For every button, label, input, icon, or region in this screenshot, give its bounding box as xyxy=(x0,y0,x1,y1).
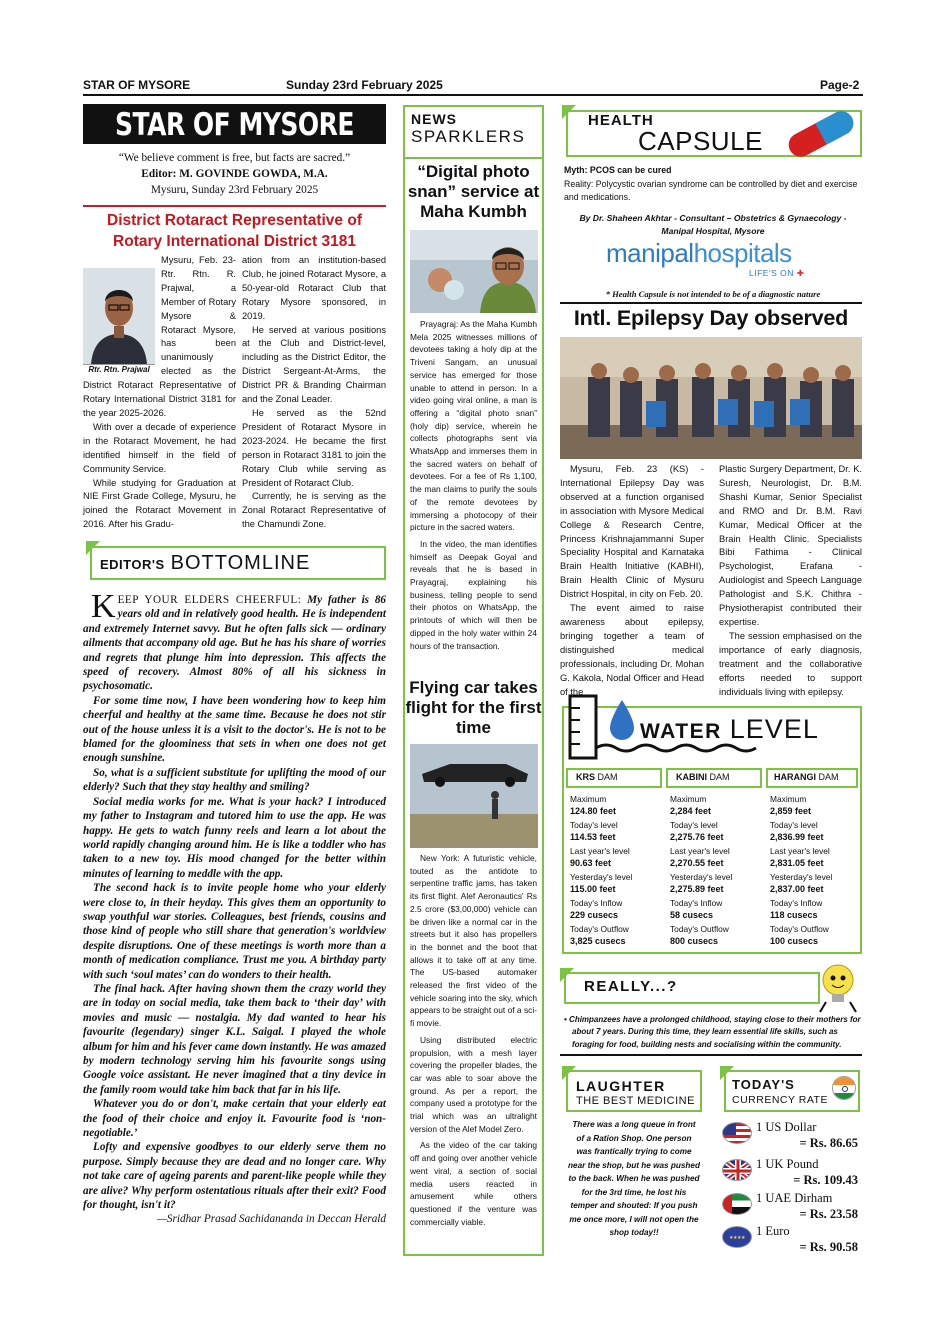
manipal-tagline xyxy=(749,268,804,279)
bullet-icon: • xyxy=(564,1015,567,1024)
editorial-body xyxy=(83,588,386,1227)
currency-rate-label: CURRENCY RATE xyxy=(732,1094,828,1106)
editorial-paragraph: Whatever you do or don't, make certain that your elderly eat the food of their choice and enjoy it. Favourite food is ‘non-negotiable.’ xyxy=(83,1098,386,1140)
kumbh-body xyxy=(410,318,537,652)
dam-row-value: 2,284 feet xyxy=(670,805,712,816)
editorial-lead: EEP YOUR ELDERS CHEERFUL: xyxy=(117,594,302,606)
dam-row-value: 800 cusecs xyxy=(670,935,719,946)
dam-row-value: 58 cusecs xyxy=(670,909,714,920)
dam-suffix: DAM xyxy=(597,772,618,782)
news-label: NEWS xyxy=(411,111,457,127)
bottomline-label: BOTTOMLINE xyxy=(170,552,311,574)
flying-car-photo xyxy=(410,744,538,848)
dam-row-label: Yesterday's level xyxy=(570,872,633,882)
dam-name: KABINI xyxy=(676,772,707,782)
rotaract-paragraph: Currently, he is serving as the Zonal Rotaract Representative of the Chamundi Zone. xyxy=(242,491,386,530)
flying-car-headline: Flying car takes flight for the first time xyxy=(405,678,542,737)
currency-row xyxy=(720,1157,862,1193)
health-label: HEALTH xyxy=(588,112,654,129)
page-number: Page-2 xyxy=(820,78,860,92)
dam-row-label: Yesterday's level xyxy=(770,872,833,882)
dam-row-value: 118 cusecs xyxy=(770,909,818,920)
manipal-brand-2: hospitals xyxy=(693,238,792,268)
health-rule xyxy=(560,302,862,304)
dam-row-value: 2,275.76 feet xyxy=(670,831,724,842)
dam-row-value: 124.80 feet xyxy=(570,805,617,816)
masthead-banner xyxy=(83,104,386,144)
news-header-rule xyxy=(405,157,542,159)
dam-krs-tab xyxy=(566,768,662,788)
health-reality: Reality: Polycystic ovarian syndrome can be controlled by diet and exercise and medications. xyxy=(564,178,858,202)
best-medicine-label: THE BEST MEDICINE xyxy=(576,1095,695,1107)
epilepsy-paragraph: The session emphasised on the importance of early diagnosis, treatment and the collaborative efforts needed to support individuals living with epilepsy. xyxy=(719,630,862,697)
currency-value: = Rs. 86.65 xyxy=(799,1136,858,1150)
water-label: WATER xyxy=(640,720,722,743)
dam-row-label: Last year's level xyxy=(770,846,830,856)
epilepsy-paragraph: The event aimed to raise awareness about epilepsy, bringing together a team of distinguished medical professionals, including Dr. Mohan G. Kakola, Nodal Officer and Head of the xyxy=(560,603,704,697)
laughter-label: LAUGHTER xyxy=(576,1078,666,1094)
dam-name: KRS xyxy=(576,772,596,782)
header-rule xyxy=(83,94,863,96)
dam-row-label: Last year's level xyxy=(570,846,630,856)
laughter-joke: There was a long queue in front of a Ration Shop. One person was frantically trying to come near the shop, but he was pushed to the back. When he was pushed for the 3rd time, he lost his temper and shouted: If you push me once more, I will not open the shop today!! xyxy=(568,1120,700,1237)
lightbulb-icon xyxy=(816,960,862,1019)
dam-row-label: Today's Inflow xyxy=(670,898,723,908)
india-flag-icon xyxy=(832,1076,856,1100)
dam-harangi xyxy=(766,768,858,947)
rotaract-col1 xyxy=(83,254,236,532)
editorial-paragraph: My father is 86 years old and in relatively good health. He is independent and extremely Internet savvy. But he often falls sick — ordinary ailments that accompany old age. But he has his share of worries and regrets that plunge him into depression. This affects the speed of recovery. Almost 80% of all his sickness in psychosomatic. xyxy=(83,594,386,693)
currency-row xyxy=(720,1224,862,1260)
dam-row-value: 2,831.05 feet xyxy=(770,857,824,868)
epilepsy-paragraph: Mysuru, Feb. 23 (KS) - International Epilepsy Day was observed at a function organised in association with Mysore Medical College & Research Centre, Princess Krishnajammanni Super Speciality Hospital and Karnataka Brain Health Initiative (KABHI), Brain Health Clinic of Mysuru District Hospital, in city on Feb. 20. xyxy=(560,464,704,600)
currency-value: = Rs. 109.43 xyxy=(793,1173,858,1187)
currency-unit: 1 Euro xyxy=(756,1224,790,1238)
manipal-logo xyxy=(606,238,792,269)
sparklers-label: SPARKLERS xyxy=(411,127,526,146)
dam-row-value: 2,275.89 feet xyxy=(670,883,724,894)
dam-row-label: Today's Inflow xyxy=(770,898,823,908)
rotaract-col2 xyxy=(242,254,386,532)
currency-value: = Rs. 90.58 xyxy=(799,1240,858,1254)
rotaract-paragraph: With over a decade of experience in the Rotaract Movement, he had identified himself in the field of Community Service. xyxy=(83,421,236,474)
health-myth: Myth: PCOS can be cured xyxy=(564,165,672,175)
manipal-tag: LIFE'S ON xyxy=(749,268,794,278)
dam-row-value: 115.00 feet xyxy=(570,883,616,894)
news-paragraph: As the video of the car taking off and going over another vehicle went viral, a section of social media users reacted in amusement while others questioned if the venture was commercially viable. xyxy=(410,1140,537,1227)
dam-row-value: 2,859 feet xyxy=(770,805,812,816)
really-rule xyxy=(560,1054,862,1056)
dam-row-label: Today's Outflow xyxy=(570,924,629,934)
masthead-editor: Editor: M. GOVINDE GOWDA, M.A. xyxy=(141,168,328,180)
todays-label: TODAY'S xyxy=(732,1077,795,1092)
epilepsy-col1 xyxy=(560,463,704,699)
dam-row-label: Today's level xyxy=(670,820,718,830)
dam-kabini xyxy=(666,768,762,947)
dam-row-label: Today's level xyxy=(770,820,818,830)
currency-value: = Rs. 23.58 xyxy=(799,1207,858,1221)
editorial-paragraph: Social media works for me. What is your hack? I introduced my father to Instagram and tutored him to use the app. He was happy. He gets to watch funny reels and learn a lot about the world rapidly changing around him. He is like a toddler who has taken to a new toy. His mood changed for the better within minutes of learning to meddle with the app. xyxy=(83,795,386,880)
dam-row-label: Yesterday's level xyxy=(670,872,733,882)
editorial-paragraph: For some time now, I have been wondering how to keep him cheerful and healthy at the same time. Because he does not stir out of the house unless it is a visit to the doctor's. He is not to be blamed for the gloominess that sets in when one does not get enough sunshine. xyxy=(83,694,386,765)
epilepsy-paragraph: Plastic Surgery Department, Dr. K. Suresh, Neurologist, Dr. B.M. Shashi Kumar, Senior Specialist and RMO and Dr. B.M. Ravi Kumar, Medical Officer at the Brain Health Clinic. Specialists Bibi Fathima - Clinical Psychologist, Erafana - Audiologist and Speech Language Pathologist and S.K. Chithra - Physiotherapist contributed their expertise. xyxy=(719,464,862,627)
dam-row-value: 114.53 feet xyxy=(570,831,616,842)
really-label: REALLY...? xyxy=(584,978,678,995)
dam-kabini-tab xyxy=(666,768,762,788)
dam-harangi-tab xyxy=(766,768,858,788)
uk-flag-icon xyxy=(722,1159,752,1181)
paper-name: STAR OF MYSORE xyxy=(83,78,191,92)
currency-unit: 1 UK Pound xyxy=(756,1157,819,1171)
health-disclaimer: * Health Capsule is not intended to be of a diagnostic nature xyxy=(605,289,821,299)
dam-row-value: 3,825 cusecs xyxy=(570,935,626,946)
rotaract-headline: District Rotaract Representative of Rotary International District 3181 xyxy=(107,212,362,250)
epilepsy-col2 xyxy=(719,463,862,699)
uae-flag-icon xyxy=(722,1193,752,1215)
editorial-paragraph: The second hack is to invite people home who your elderly were close to, in their heyday. This gives them an opportunity to swap youthful war stories. Colleagues, best friends, cousins and those kind of people who still share that generation's worldview despite disruptions. One of these meetings is worth more than a month of medication compliance. Trust me you. A birthday party with such ‘soul mates’ can do wonders to their health. xyxy=(83,882,386,981)
currency-row xyxy=(720,1191,862,1227)
capsule-icon xyxy=(778,108,864,165)
dam-row-label: Maximum xyxy=(770,794,807,804)
rotaract-paragraph: ation from an institution-based Club, he joined Rotaract Mysore, a 50-year-old Rotaract Club that Rotary Mysore sponsored, in 2019. xyxy=(242,255,386,321)
rotaract-caption: Rtr. Rtn. Prajwal xyxy=(83,364,155,374)
news-sparklers-header xyxy=(405,107,542,157)
dam-row-value: 2,837.00 feet xyxy=(770,883,824,894)
news-paragraph: Prayagraj: As the Maha Kumbh Mela 2025 witnesses millions of devotees taking a holy dip at the Triveni Sangam, an unusual service has emerged for those unable to attend in person. In a video going viral online, a man is offering a “digital photo snan” (holy dip) service, wherein he collects photographs sent via WhatsApp and immerses them in the sacred waters on behalf of devotees. For a fee of Rs 1,100, the man claims to purify the souls of the remote devotees by immersing a photocopy of their picture in the sacred waters. xyxy=(410,319,537,533)
epilepsy-photo xyxy=(560,337,862,459)
editorial-paragraph: Lofty and expensive goodbyes to our elderly serve them no purpose. Simply because they are dead and no longer care. Why not take care of ageing parents and parent-like people while they are alive? Why perform ostentatious rituals after their exit? Food for thought, isn't it? xyxy=(83,1141,386,1212)
currency-unit: 1 UAE Dirham xyxy=(756,1191,833,1205)
dam-krs xyxy=(566,768,662,947)
plus-icon: ✚ xyxy=(796,268,805,278)
dam-suffix: DAM xyxy=(709,772,730,782)
dam-row-value: 2,836.99 feet xyxy=(770,831,824,842)
rotaract-paragraph: He served at various positions at the Club and District-level, including as the District Editor, the District Sergeant-At-Arms, the District PR & Branding Chairman and the Zonal Leader. xyxy=(242,324,386,405)
editorial-paragraph: The final hack. After having shown them the crazy world they are in today on social media, take them back to ‘their day’ with movies and music — nostalgia. My dad wanted to hear his favourite (legendary) singer K.L. Saigal. I played the whole album for him and his fever came down instantly. He was amazed by modern technology serving him his favourite songs using Google voice assistant. He never imagined that a tiny device in the family room would take him back that far in his life. xyxy=(83,982,386,1096)
rotaract-paragraph: While studying for Graduation at NIE First Grade College, Mysuru, he joined the Rotaract Movement in 2016. After his Gradu- xyxy=(83,477,236,530)
dam-row-label: Last year's level xyxy=(670,846,730,856)
masthead-rule xyxy=(83,205,386,207)
currency-row xyxy=(720,1120,862,1156)
flying-car-body xyxy=(410,852,537,1228)
dam-row-label: Today's Outflow xyxy=(770,924,829,934)
dam-row-value: 2,270.55 feet xyxy=(670,857,724,868)
masthead-title: STAR OF MYSORE xyxy=(114,105,355,143)
dam-row-value: 90.63 feet xyxy=(570,857,612,868)
news-paragraph: Using distributed electric propulsion, with a mesh layer covering the propeller blades, the car was able to soar above the ground. As per a report, the company used a prototype for the trial which was an ultralight version of the Alef Model Zero. xyxy=(410,1034,537,1134)
issue-date: Sunday 23rd February 2025 xyxy=(286,78,443,92)
really-fact: Chimpanzees have a prolonged childhood, staying close to their mothers for about 7 years. During this time, they learn essential life skills, such as foraging for food, building nests and socialising within the community. xyxy=(569,1015,861,1049)
dam-row-label: Maximum xyxy=(570,794,607,804)
dam-row-label: Today's Outflow xyxy=(670,924,729,934)
dam-name: HARANGI xyxy=(774,772,816,782)
kumbh-headline: “Digital photo snan” service at Maha Kumbh xyxy=(407,162,540,221)
dam-row-value: 100 cusecs xyxy=(770,935,819,946)
dam-row-label: Today's level xyxy=(570,820,618,830)
currency-unit: 1 US Dollar xyxy=(756,1120,817,1134)
dam-row-label: Today's Inflow xyxy=(570,898,623,908)
news-paragraph: New York: A futuristic vehicle, touted as the antidote to serpentine traffic jams, has taken its first flight. Alef Aeronautics' Rs 2.5 crore ($3,00,000) vehicle can be driven like a normal car in the streets but it also has propellers in the bonnet and the boot that allows it to take off at any time. The US-based automaker released the first video of the vehicle soaring into the sky, which appears to be straight out of a sci-fi movie. xyxy=(410,853,537,1029)
dam-row-value: 229 cusecs xyxy=(570,909,619,920)
epilepsy-headline: Intl. Epilepsy Day observed xyxy=(573,306,849,330)
rotaract-paragraph: Mysuru, Feb. 23- Rtr. Rtn. R. Prajwal, a Member of Rotary Mysore & Rotaract Mysore, has been unanimously elected as the District Rotaract Representative of Rotary International District 3181 for the year 2025-2026. xyxy=(83,255,236,418)
manipal-brand-1: manipal xyxy=(606,238,694,268)
news-paragraph: In the video, the man identifies himself as Deepak Goyal and reveals that he is based in Prayagraj, explaining his business, telling people to send their photos on WhatsApp, the printouts of which will then be dipped in the holy water within 24 hours of the transaction. xyxy=(410,538,537,651)
drop-cap: K xyxy=(91,588,116,625)
level-label: LEVEL xyxy=(729,714,819,744)
rotaract-paragraph: He served as the 52nd President of Rotaract Mysore in 2023-2024. He became the first person in Rotaract 3181 to join the Rotary Club while serving as President of Rotaract Club. xyxy=(242,407,386,488)
editors-label: EDITOR'S xyxy=(100,557,165,572)
eu-flag-icon: ★★★★ xyxy=(722,1226,752,1248)
dam-row-label: Maximum xyxy=(670,794,707,804)
editorial-paragraph: So, what is a sufficient substitute for uplifting the mood of our elderly? Such that they stay healthy and smiling? xyxy=(83,766,386,794)
kumbh-photo xyxy=(410,230,538,313)
health-byline: By Dr. Shaheen Akhtar - Consultant – Obstetrics & Gynaecology - Manipal Hospital, Mysore xyxy=(579,213,847,236)
us-flag-icon xyxy=(722,1122,752,1144)
editorial-credit: —Sridhar Prasad Sachidananda in Deccan Herald xyxy=(156,1213,386,1226)
masthead-tagline: “We believe comment is free, but facts are sacred.” xyxy=(118,152,351,164)
masthead-dateline: Mysuru, Sunday 23rd February 2025 xyxy=(150,184,319,196)
dam-suffix: DAM xyxy=(818,772,839,782)
capsule-label: CAPSULE xyxy=(638,126,763,156)
